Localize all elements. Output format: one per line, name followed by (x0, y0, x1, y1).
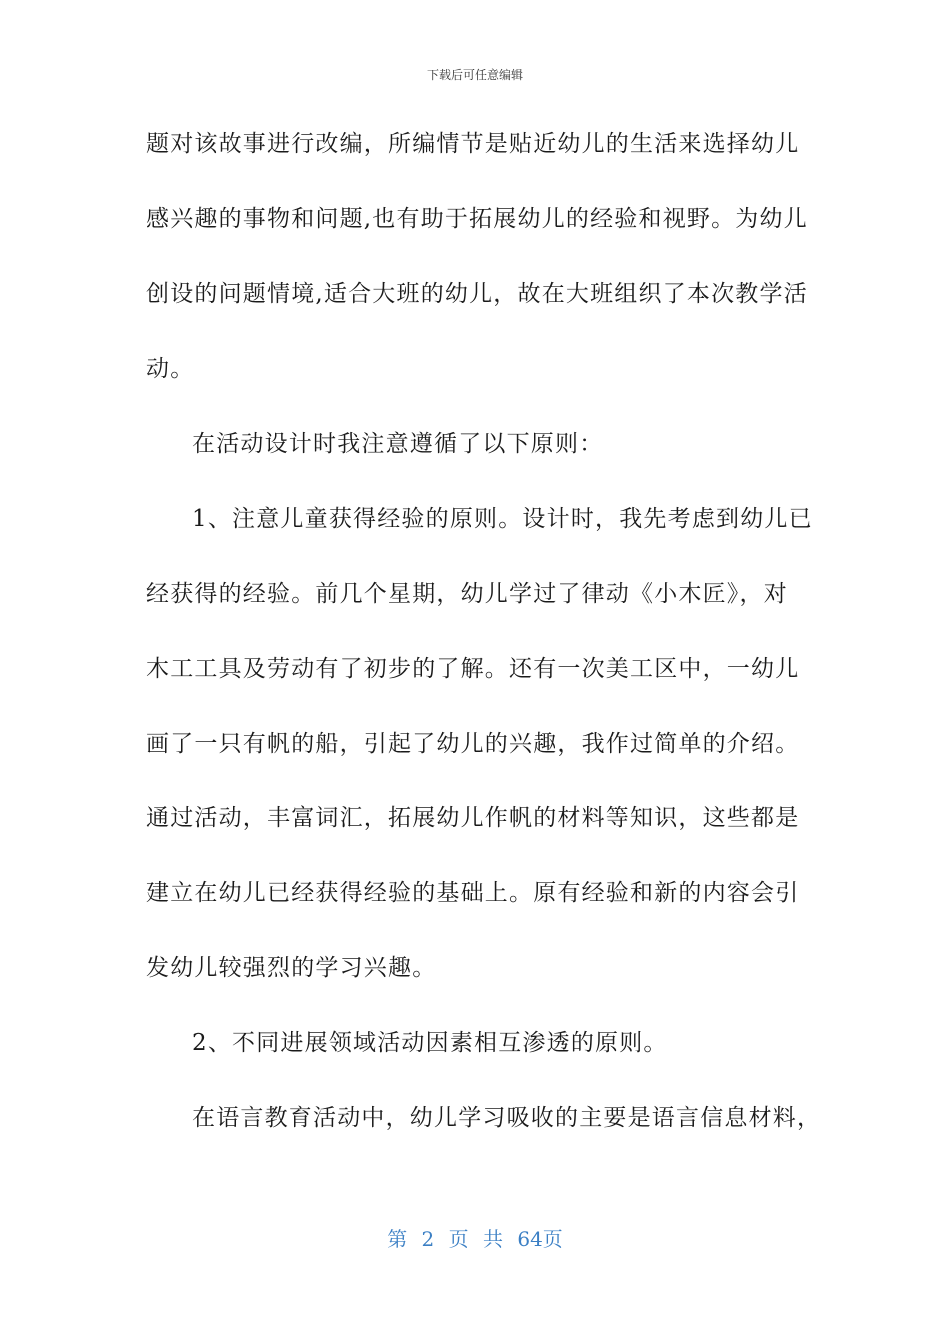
text-line: 创设的问题情境,适合大班的幼儿，故在大班组织了本次教学活 (146, 281, 808, 307)
text-line: 在活动设计时我注意遵循了以下原则： (192, 431, 604, 457)
text-line: 2、不同进展领域活动因素相互渗透的原则。 (192, 1030, 668, 1056)
text-line: 动。 (146, 356, 195, 382)
text-line: 建立在幼儿已经获得经验的基础上。原有经验和新的内容会引 (146, 880, 800, 906)
text-line: 发幼儿较强烈的学习兴趣。 (146, 955, 437, 981)
text-line: 木工工具及劳动有了初步的了解。还有一次美工区中，一幼儿 (146, 656, 800, 682)
text-line: 通过活动，丰富词汇，拓展幼儿作帆的材料等知识，这些都是 (146, 805, 800, 831)
text-line: 感兴趣的事物和问题,也有助于拓展幼儿的经验和视野。为幼儿 (146, 206, 808, 232)
text-line: 1、注意儿童获得经验的原则。设计时，我先考虑到幼儿已 (192, 506, 813, 532)
page-header: 下载后可任意编辑 (426, 68, 523, 82)
text-line: 经获得的经验。前几个星期，幼儿学过了律动《小木匠》，对 (146, 581, 788, 607)
page-footer: 第 2 页 共 64页 (387, 1227, 563, 1251)
text-line: 题对该故事进行改编，所编情节是贴近幼儿的生活来选择幼儿 (146, 131, 800, 157)
text-line: 在语言教育活动中，幼儿学习吸收的主要是语言信息材料， (192, 1105, 822, 1131)
text-line: 画了一只有帆的船，引起了幼儿的兴趣，我作过简单的介绍。 (146, 731, 800, 757)
